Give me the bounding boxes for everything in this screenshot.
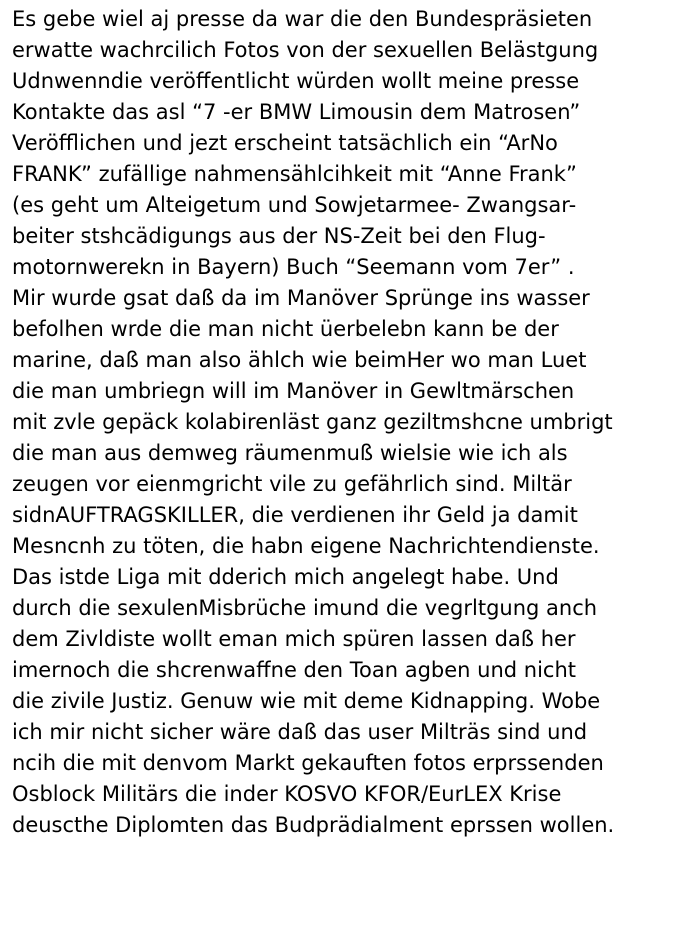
- text-line-14: mit zvle gepäck kolabirenläst ganz geziltmshcne umbrigt: [12, 410, 613, 434]
- text-line-9: motornwerekn in Bayern) Buch “Seemann vom 7er” .: [12, 255, 575, 279]
- text-line-8: beiter stshcädigungs aus der NS-Zeit bei den Flug-: [12, 224, 546, 248]
- text-line-2: erwatte wachrcilich Fotos von der sexuellen Belästgung: [12, 38, 599, 62]
- document-text-block: [12, 4, 680, 841]
- text-line-10: Mir wurde gsat daß da im Manöver Sprünge ins wasser: [12, 286, 590, 310]
- text-line-26: Osblock Militärs die inder KOSVO KFOR/EurLEX Krise: [12, 782, 562, 806]
- text-line-7: (es geht um Alteigetum und Sowjetarmee- Zwangsar-: [12, 193, 577, 217]
- text-line-17: sidnAUFTRAGSKILLER, die verdienen ihr Geld ja damit: [12, 503, 578, 527]
- text-line-18: Mesncnh zu töten, die habn eigene Nachrichtendienste.: [12, 534, 600, 558]
- text-line-27: deuscthe Diplomten das Budprädialment eprssen wollen.: [12, 813, 615, 837]
- text-line-4: Kontakte das asl “7 -er BMW Limousin dem Matrosen”: [12, 100, 581, 124]
- text-line-23: die zivile Justiz. Genuw wie mit deme Kidnapping. Wobe: [12, 689, 601, 713]
- text-line-15: die man aus demweg räumenmuß wielsie wie ich als: [12, 441, 568, 465]
- text-line-12: marine, daß man also ählch wie beimHer wo man Luet: [12, 348, 587, 372]
- text-line-25: ncih die mit denvom Markt gekauften fotos erprssenden: [12, 751, 604, 775]
- text-line-22: imernoch die shcrenwaffne den Toan agben und nicht: [12, 658, 577, 682]
- text-line-11: befolhen wrde die man nicht üerbelebn kann be der: [12, 317, 559, 341]
- text-line-13: die man umbriegn will im Manöver in Gewltmärschen: [12, 379, 575, 403]
- text-line-19: Das istde Liga mit dderich mich angelegt habe. Und: [12, 565, 559, 589]
- text-line-1: Es gebe wiel aj presse da war die den Bundespräsieten: [12, 7, 593, 31]
- text-line-20: durch die sexulenMisbrüche imund die vegrltgung anch: [12, 596, 598, 620]
- text-line-5: Veröfflichen und jezt erscheint tatsächlich ein “ArNo: [12, 131, 558, 155]
- text-line-3: Udnwenndie veröffentlicht würden wollt meine presse: [12, 69, 580, 93]
- text-line-21: dem Zivldiste wollt eman mich spüren lassen daß her: [12, 627, 576, 651]
- text-line-24: ich mir nicht sicher wäre daß das user Milträs sind und: [12, 720, 588, 744]
- text-line-6: FRANK” zufällige nahmensählcihkeit mit “Anne Frank”: [12, 162, 577, 186]
- text-line-16: zeugen vor eienmgricht vile zu gefährlich sind. Miltär: [12, 472, 572, 496]
